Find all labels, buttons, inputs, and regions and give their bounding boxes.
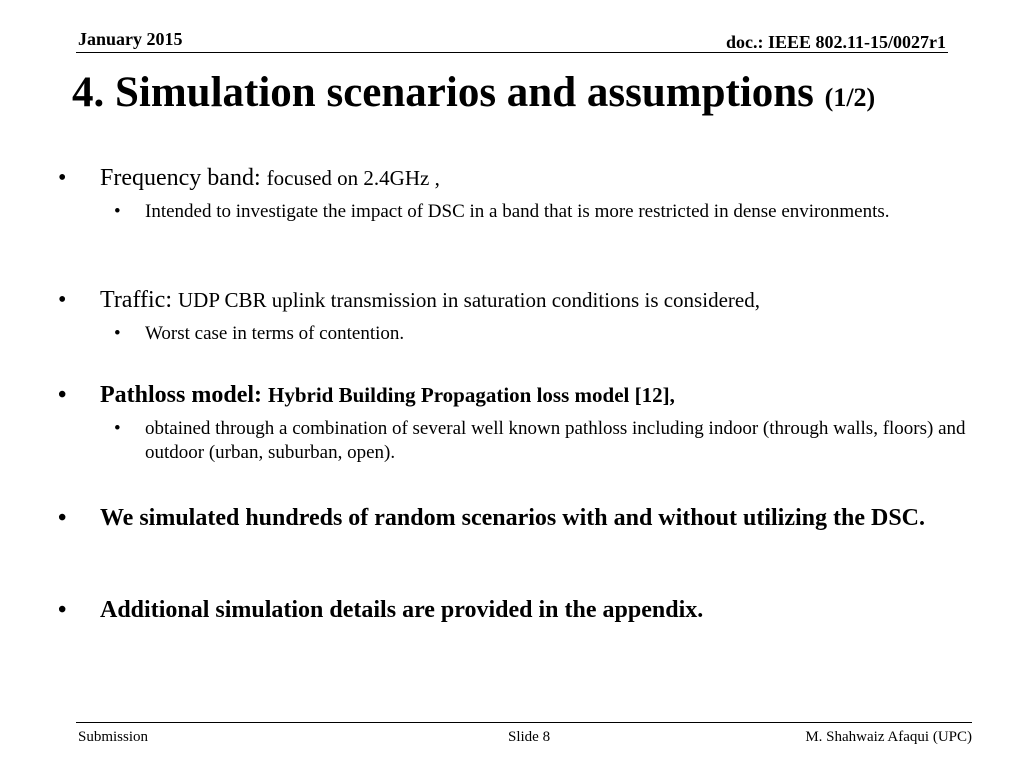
footer-author: M. Shahwaiz Afaqui (UPC) <box>805 729 972 745</box>
footer-slide-number: Slide 8 <box>508 729 551 745</box>
traffic-detail: Worst case in terms of contention. <box>145 323 405 344</box>
bullet-traffic <box>58 287 980 314</box>
sub-bullet-dot: • <box>114 201 121 222</box>
header-doc-id: doc.: IEEE 802.11-15/0027r1 <box>725 32 946 52</box>
pathloss-text: Hybrid Building Propagation loss model [12], <box>268 383 675 407</box>
slide-title-part: (1/2) <box>824 83 876 112</box>
frequency-band-label: Frequency band: <box>100 165 261 191</box>
sub-bullet-dot: • <box>114 323 121 344</box>
simulated-scenarios-text: We simulated hundreds of random scenarios with and without utilizing the DSC. <box>100 505 925 531</box>
slide-title <box>72 68 875 123</box>
pathloss-label: Pathloss model: <box>100 382 262 408</box>
traffic-label: Traffic: <box>100 287 172 313</box>
header-date: January 2015 <box>78 29 183 49</box>
frequency-band-detail: Intended to investigate the impact of DSC in a band that is more restricted in dense environments. <box>145 201 890 222</box>
pathloss-detail: obtained through a combination of several well known pathloss including indoor (through walls, floors) and outdoor (urban, suburban, open). <box>145 418 966 463</box>
appendix-text: Additional simulation details are provided in the appendix. <box>100 597 704 623</box>
bullet-frequency-band <box>58 165 980 192</box>
sub-bullet-traffic <box>114 322 972 346</box>
footer-divider <box>76 722 972 723</box>
bullet-dot: • <box>58 505 67 531</box>
bullet-pathloss-model <box>58 382 980 409</box>
header-divider <box>76 52 948 53</box>
bullet-dot: • <box>58 165 67 191</box>
bullet-appendix <box>58 597 980 624</box>
bullet-dot: • <box>58 382 67 408</box>
traffic-text: UDP CBR uplink transmission in saturation conditions is considered, <box>178 288 760 312</box>
sub-bullet-pathloss-model <box>114 417 972 465</box>
sub-bullet-dot: • <box>114 418 121 439</box>
bullet-dot: • <box>58 287 67 313</box>
bullet-simulated-scenarios <box>58 505 980 532</box>
sub-bullet-frequency-band <box>114 200 972 224</box>
frequency-band-text: focused on 2.4GHz , <box>266 166 440 190</box>
footer-submission: Submission <box>78 729 149 745</box>
slide-title-main: 4. Simulation scenarios and assumptions <box>72 69 814 116</box>
bullet-dot: • <box>58 597 67 623</box>
